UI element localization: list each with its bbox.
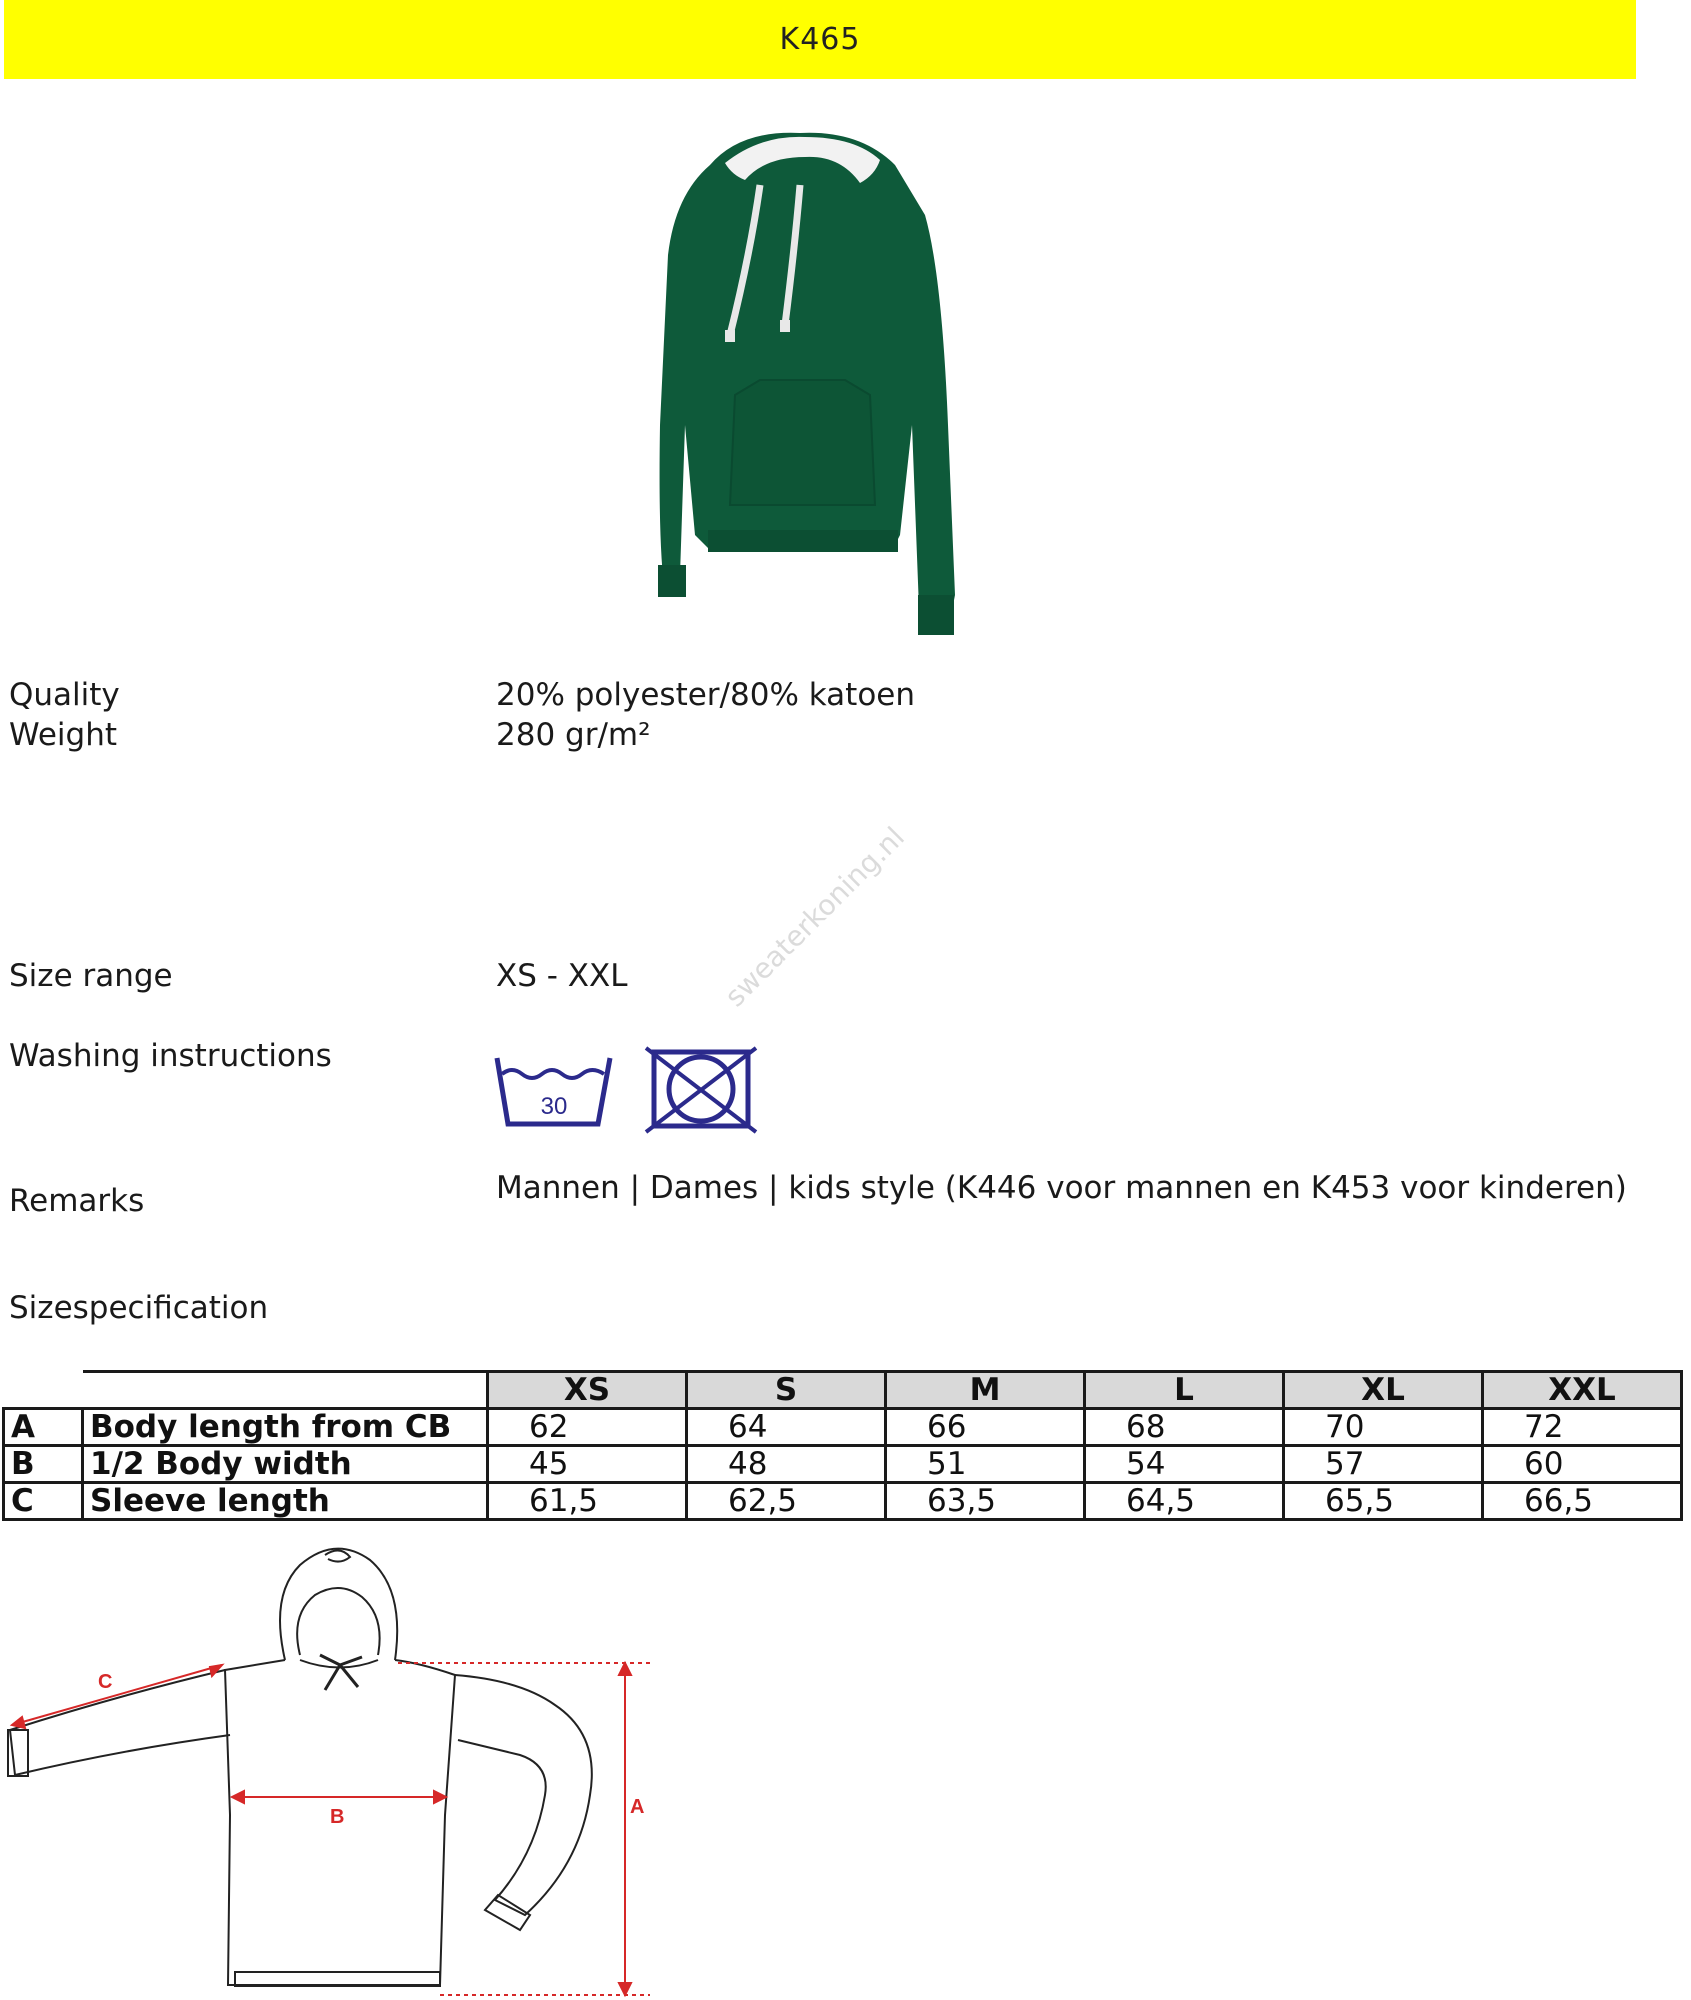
size-header-xxl: XXL [1483,1372,1682,1409]
size-range-label: Size range [9,958,173,994]
cell-value: 57 [1284,1446,1483,1483]
row-label: 1/2 Body width [83,1446,488,1483]
hoodie-product-image [650,125,980,645]
size-range-value: XS - XXL [496,958,628,994]
row-label: Sleeve length [83,1483,488,1520]
quality-label: Quality [9,677,120,713]
blank-cell [83,1372,488,1409]
header-bar [4,0,1636,79]
weight-value: 280 gr/m² [496,717,651,753]
row-key: A [4,1409,83,1446]
cell-value: 45 [488,1446,687,1483]
diagram-label-c: C [98,1671,113,1693]
cell-value: 54 [1085,1446,1284,1483]
size-table [2,1370,1683,1521]
wash-temp: 30 [540,1093,568,1120]
wash-30-icon [497,1058,610,1124]
cell-value: 70 [1284,1409,1483,1446]
cell-value: 63,5 [886,1483,1085,1520]
row-key: C [4,1483,83,1520]
cell-value: 68 [1085,1409,1284,1446]
cell-value: 60 [1483,1446,1682,1483]
diagram-label-a: A [630,1796,645,1818]
size-header-xl: XL [1284,1372,1483,1409]
cell-value: 48 [687,1446,886,1483]
washing-instructions-label: Washing instructions [9,1038,332,1074]
cell-value: 51 [886,1446,1085,1483]
cell-value: 66,5 [1483,1483,1682,1520]
cell-value: 64 [687,1409,886,1446]
row-label: Body length from CB [83,1409,488,1446]
quality-value: 20% polyester/80% katoen [496,677,915,713]
cell-value: 61,5 [488,1483,687,1520]
blank-cell [4,1372,83,1409]
cell-value: 66 [886,1409,1085,1446]
size-header-m: M [886,1372,1085,1409]
measurement-diagram [0,1535,680,2000]
diagram-label-b: B [330,1806,345,1828]
size-header-l: L [1085,1372,1284,1409]
watermark: sweaterkoning.nl [718,820,911,1014]
cell-value: 64,5 [1085,1483,1284,1520]
cell-value: 62,5 [687,1483,886,1520]
cell-value: 62 [488,1409,687,1446]
row-key: B [4,1446,83,1483]
cell-value: 72 [1483,1409,1682,1446]
product-code: K465 [779,22,861,57]
table-row [4,1483,1682,1520]
remarks-value: Mannen | Dames | kids style (K446 voor mannen en K453 voor kinderen) [496,1170,1627,1206]
size-header-row [4,1372,1682,1409]
size-header-xs: XS [488,1372,687,1409]
size-header-s: S [687,1372,886,1409]
washing-icons [494,1044,784,1134]
table-row [4,1409,1682,1446]
cell-value: 65,5 [1284,1483,1483,1520]
remarks-label: Remarks [9,1183,145,1219]
weight-label: Weight [9,717,118,753]
no-tumble-dry-icon [646,1048,756,1132]
sizespecification-title: Sizespecification [9,1290,269,1326]
table-row [4,1446,1682,1483]
